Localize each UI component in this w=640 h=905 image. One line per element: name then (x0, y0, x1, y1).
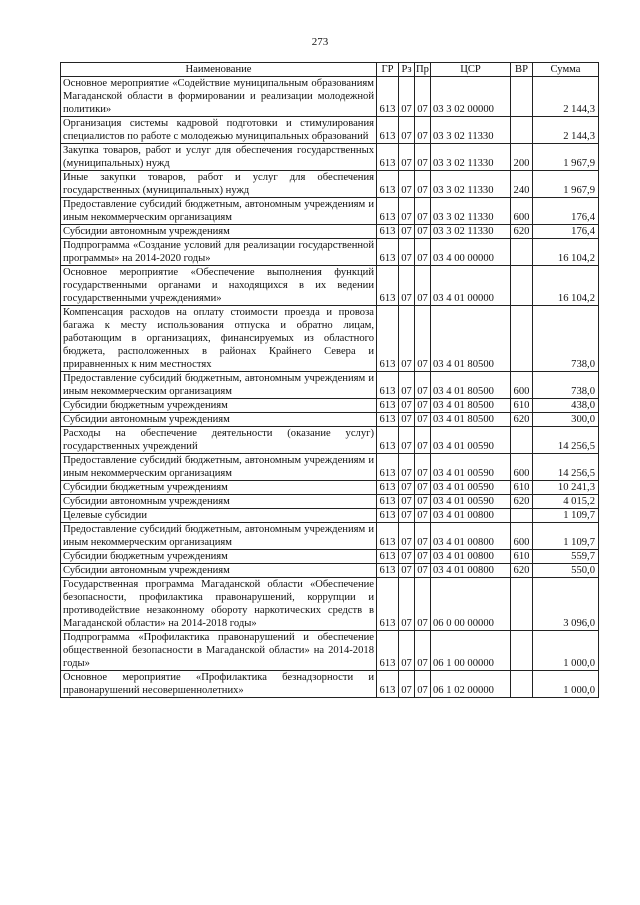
row-sum: 4 015,2 (533, 495, 599, 509)
table-body (61, 77, 599, 698)
row-sum: 16 104,2 (533, 239, 599, 266)
row-rz: 07 (399, 454, 415, 481)
row-vr: 600 (511, 372, 533, 399)
row-sum: 1 109,7 (533, 509, 599, 523)
table-row (61, 171, 599, 198)
row-gr: 613 (377, 372, 399, 399)
row-vr (511, 578, 533, 631)
row-vr: 610 (511, 481, 533, 495)
row-csr: 03 4 01 80500 (431, 413, 511, 427)
table-row (61, 631, 599, 671)
header-name: Наименование (61, 63, 377, 77)
row-pr: 07 (415, 481, 431, 495)
row-vr: 240 (511, 171, 533, 198)
row-vr: 600 (511, 198, 533, 225)
table-row (61, 495, 599, 509)
row-gr: 613 (377, 481, 399, 495)
row-rz: 07 (399, 550, 415, 564)
table-row (61, 77, 599, 117)
header-pr: Пр (416, 64, 429, 75)
row-gr: 613 (377, 671, 399, 698)
row-pr: 07 (415, 306, 431, 372)
row-vr: 600 (511, 454, 533, 481)
row-pr: 07 (415, 454, 431, 481)
row-sum: 10 241,3 (533, 481, 599, 495)
table-row (61, 198, 599, 225)
row-vr: 620 (511, 225, 533, 239)
row-vr: 200 (511, 144, 533, 171)
row-rz: 07 (399, 372, 415, 399)
row-gr: 613 (377, 523, 399, 550)
row-rz: 07 (399, 427, 415, 454)
row-pr: 07 (415, 171, 431, 198)
row-vr (511, 239, 533, 266)
row-name: Субсидии автономным учреждениям (61, 225, 377, 239)
header-vr: ВР (511, 63, 533, 77)
row-gr: 613 (377, 198, 399, 225)
row-csr: 06 1 00 00000 (431, 631, 511, 671)
row-gr: 613 (377, 239, 399, 266)
row-csr: 03 4 01 00800 (431, 509, 511, 523)
row-rz: 07 (399, 671, 415, 698)
row-csr: 03 4 01 80500 (431, 372, 511, 399)
row-rz: 07 (399, 481, 415, 495)
row-sum: 176,4 (533, 198, 599, 225)
table-row (61, 413, 599, 427)
row-rz: 07 (399, 631, 415, 671)
row-pr: 07 (415, 117, 431, 144)
row-gr: 613 (377, 631, 399, 671)
table-row (61, 372, 599, 399)
row-gr: 613 (377, 564, 399, 578)
row-name: Основное мероприятие «Обеспечение выполнения функций государственными органами и находящихся в их ведении государственными учреждениями» (61, 266, 377, 306)
table-row (61, 239, 599, 266)
row-vr (511, 117, 533, 144)
row-csr: 03 4 01 00590 (431, 481, 511, 495)
row-csr: 03 4 01 00800 (431, 550, 511, 564)
row-rz: 07 (399, 523, 415, 550)
row-rz: 07 (399, 306, 415, 372)
row-sum: 14 256,5 (533, 427, 599, 454)
table-row (61, 564, 599, 578)
table-row (61, 266, 599, 306)
header-sum: Сумма (533, 63, 599, 77)
row-gr: 613 (377, 550, 399, 564)
row-sum: 550,0 (533, 564, 599, 578)
row-gr: 613 (377, 225, 399, 239)
row-name: Подпрограмма «Профилактика правонарушений и обеспечение общественной безопасности в Магаданской области» на 2014-2018 годы» (61, 631, 377, 671)
row-rz: 07 (399, 578, 415, 631)
row-csr: 03 4 01 00590 (431, 454, 511, 481)
table-row (61, 671, 599, 698)
row-vr (511, 671, 533, 698)
row-name: Иные закупки товаров, работ и услуг для обеспечения государственных (муниципальных) нужд (61, 171, 377, 198)
row-vr: 620 (511, 495, 533, 509)
table-row (61, 454, 599, 481)
row-csr: 03 3 02 11330 (431, 144, 511, 171)
row-vr (511, 266, 533, 306)
row-name: Субсидии автономным учреждениям (61, 495, 377, 509)
row-csr: 03 4 01 00590 (431, 495, 511, 509)
row-sum: 738,0 (533, 306, 599, 372)
row-gr: 613 (377, 413, 399, 427)
row-pr: 07 (415, 399, 431, 413)
row-vr: 600 (511, 523, 533, 550)
row-csr: 03 4 01 00800 (431, 564, 511, 578)
row-vr (511, 427, 533, 454)
row-rz: 07 (399, 198, 415, 225)
table-row (61, 144, 599, 171)
row-pr: 07 (415, 144, 431, 171)
row-pr: 07 (415, 509, 431, 523)
row-name: Основное мероприятие «Содействие муниципальным образованиям Магаданской области в формировании и реализации молодежной политики» (61, 77, 377, 117)
row-sum: 559,7 (533, 550, 599, 564)
row-vr: 610 (511, 550, 533, 564)
row-name: Субсидии бюджетным учреждениям (61, 550, 377, 564)
row-rz: 07 (399, 413, 415, 427)
row-name: Предоставление субсидий бюджетным, автономным учреждениям и иным некоммерческим организациям (61, 523, 377, 550)
row-name: Субсидии автономным учреждениям (61, 564, 377, 578)
row-csr: 06 1 02 00000 (431, 671, 511, 698)
table-row (61, 550, 599, 564)
row-pr: 07 (415, 578, 431, 631)
row-pr: 07 (415, 413, 431, 427)
row-sum: 2 144,3 (533, 117, 599, 144)
row-gr: 613 (377, 454, 399, 481)
row-sum: 1 967,9 (533, 144, 599, 171)
row-vr: 610 (511, 399, 533, 413)
row-pr: 07 (415, 550, 431, 564)
row-gr: 613 (377, 171, 399, 198)
table-row (61, 306, 599, 372)
row-pr: 07 (415, 239, 431, 266)
row-vr (511, 509, 533, 523)
row-name: Государственная программа Магаданской области «Обеспечение безопасности, профилактика правонарушений, коррупции и противодействие незаконному обороту наркотических средств в Магаданской области» на 2014-2018 годы» (61, 578, 377, 631)
row-csr: 03 3 02 11330 (431, 225, 511, 239)
row-rz: 07 (399, 266, 415, 306)
row-sum: 2 144,3 (533, 77, 599, 117)
row-gr: 613 (377, 306, 399, 372)
table-header-row (61, 63, 599, 77)
row-vr: 620 (511, 564, 533, 578)
row-vr (511, 631, 533, 671)
row-gr: 613 (377, 117, 399, 144)
header-gr: ГР (377, 63, 399, 77)
row-pr: 07 (415, 198, 431, 225)
row-gr: 613 (377, 77, 399, 117)
row-name: Целевые субсидии (61, 509, 377, 523)
row-pr: 07 (415, 427, 431, 454)
row-sum: 14 256,5 (533, 454, 599, 481)
row-csr: 03 3 02 11330 (431, 171, 511, 198)
row-gr: 613 (377, 427, 399, 454)
table-row (61, 399, 599, 413)
row-pr: 07 (415, 523, 431, 550)
row-rz: 07 (399, 225, 415, 239)
row-csr: 03 4 01 00000 (431, 266, 511, 306)
row-rz: 07 (399, 564, 415, 578)
table-row (61, 523, 599, 550)
row-name: Субсидии бюджетным учреждениям (61, 399, 377, 413)
row-rz: 07 (399, 239, 415, 266)
row-sum: 176,4 (533, 225, 599, 239)
row-pr: 07 (415, 631, 431, 671)
row-sum: 1 109,7 (533, 523, 599, 550)
row-pr: 07 (415, 225, 431, 239)
row-csr: 03 4 01 80500 (431, 399, 511, 413)
row-gr: 613 (377, 144, 399, 171)
row-name: Подпрограмма «Создание условий для реализации государственной программы» на 2014-2020 годы» (61, 239, 377, 266)
row-rz: 07 (399, 495, 415, 509)
page-number: 273 (311, 36, 329, 48)
row-rz: 07 (399, 171, 415, 198)
row-pr: 07 (415, 77, 431, 117)
row-sum: 1 967,9 (533, 171, 599, 198)
row-rz: 07 (399, 144, 415, 171)
table-row (61, 427, 599, 454)
row-name: Закупка товаров, работ и услуг для обеспечения государственных (муниципальных) нужд (61, 144, 377, 171)
row-vr (511, 77, 533, 117)
table-row (61, 578, 599, 631)
row-rz: 07 (399, 117, 415, 144)
row-csr: 03 4 01 00590 (431, 427, 511, 454)
row-name: Организация системы кадровой подготовки и стимулирования специалистов по работе с молодежью муниципальных образований (61, 117, 377, 144)
row-rz: 07 (399, 509, 415, 523)
header-csr: ЦСР (431, 63, 511, 77)
row-vr: 620 (511, 413, 533, 427)
row-sum: 300,0 (533, 413, 599, 427)
row-rz: 07 (399, 77, 415, 117)
row-csr: 03 3 02 11330 (431, 117, 511, 144)
row-name: Предоставление субсидий бюджетным, автономным учреждениям и иным некоммерческим организациям (61, 372, 377, 399)
row-csr: 06 0 00 00000 (431, 578, 511, 631)
table-row (61, 117, 599, 144)
row-name: Субсидии бюджетным учреждениям (61, 481, 377, 495)
budget-table (60, 62, 599, 698)
row-gr: 613 (377, 495, 399, 509)
row-pr: 07 (415, 372, 431, 399)
row-csr: 03 4 00 00000 (431, 239, 511, 266)
row-sum: 1 000,0 (533, 631, 599, 671)
row-name: Предоставление субсидий бюджетным, автономным учреждениям и иным некоммерческим организациям (61, 198, 377, 225)
row-sum: 438,0 (533, 399, 599, 413)
row-rz: 07 (399, 399, 415, 413)
row-pr: 07 (415, 266, 431, 306)
row-gr: 613 (377, 578, 399, 631)
row-csr: 03 4 01 80500 (431, 306, 511, 372)
row-csr: 03 3 02 11330 (431, 198, 511, 225)
row-gr: 613 (377, 399, 399, 413)
header-rz: Рз (399, 63, 415, 77)
row-name: Расходы на обеспечение деятельности (оказание услуг) государственных учреждений (61, 427, 377, 454)
row-csr: 03 4 01 00800 (431, 523, 511, 550)
row-sum: 738,0 (533, 372, 599, 399)
table-row (61, 225, 599, 239)
row-sum: 16 104,2 (533, 266, 599, 306)
row-sum: 3 096,0 (533, 578, 599, 631)
row-pr: 07 (415, 671, 431, 698)
row-gr: 613 (377, 509, 399, 523)
row-name: Субсидии автономным учреждениям (61, 413, 377, 427)
table-row (61, 481, 599, 495)
row-name: Основное мероприятие «Профилактика безнадзорности и правонарушений несовершеннолетних» (61, 671, 377, 698)
row-name: Компенсация расходов на оплату стоимости проезда и провоза багажа к месту использования отпуска и обратно лицам, работающим в организациях, финансируемых из областного бюджета, расположенных в районах Крайнего Севера и приравненных к ним местностях (61, 306, 377, 372)
row-gr: 613 (377, 266, 399, 306)
row-vr (511, 306, 533, 372)
row-sum: 1 000,0 (533, 671, 599, 698)
row-name: Предоставление субсидий бюджетным, автономным учреждениям и иным некоммерческим организациям (61, 454, 377, 481)
row-pr: 07 (415, 564, 431, 578)
table-row (61, 509, 599, 523)
row-csr: 03 3 02 00000 (431, 77, 511, 117)
row-pr: 07 (415, 495, 431, 509)
